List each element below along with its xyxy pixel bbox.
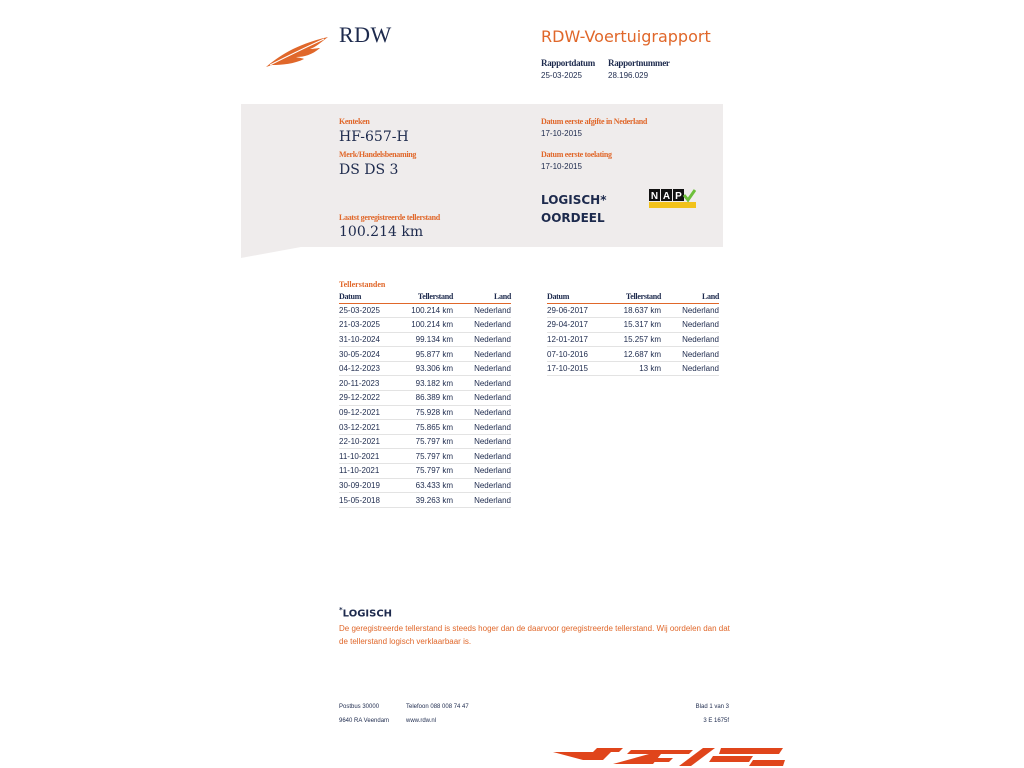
nap-letter-p: P — [675, 191, 682, 202]
reading-country: Nederland — [453, 332, 511, 347]
reading-country: Nederland — [453, 420, 511, 435]
readings-title: Tellerstanden — [339, 280, 386, 289]
footer-page-number: Blad 1 van 3 — [695, 704, 729, 710]
odometer-verdict — [541, 191, 607, 227]
reading-odometer: 75.797 km — [399, 464, 453, 479]
table-row — [547, 332, 719, 347]
footer-document-code: 3 E 1675f — [703, 718, 729, 724]
report-date-label: Rapportdatum — [541, 58, 595, 68]
reading-odometer: 95.877 km — [399, 347, 453, 362]
table-row — [547, 361, 719, 376]
col-country-header: Land — [453, 292, 511, 303]
reading-date: 09-12-2021 — [339, 405, 399, 420]
reading-country: Nederland — [453, 303, 511, 318]
reading-odometer: 93.306 km — [399, 361, 453, 376]
reading-odometer: 75.797 km — [399, 449, 453, 464]
reading-country: Nederland — [661, 347, 719, 362]
table-row — [339, 420, 511, 435]
reading-date: 04-12-2023 — [339, 361, 399, 376]
table-row — [339, 303, 511, 318]
footnote-title — [339, 606, 392, 619]
col-date-header: Datum — [547, 292, 607, 303]
col-odometer-header: Tellerstand — [607, 292, 661, 303]
report-number-label: Rapportnummer — [608, 58, 670, 68]
readings-table-right — [547, 292, 719, 376]
reading-date: 15-05-2018 — [339, 493, 399, 508]
table-row — [547, 303, 719, 318]
reading-country: Nederland — [661, 303, 719, 318]
reading-odometer: 15.257 km — [607, 332, 661, 347]
first-issue-nl-value: 17-10-2015 — [541, 129, 582, 138]
reading-date: 22-10-2021 — [339, 434, 399, 449]
table-row — [547, 347, 719, 362]
reading-odometer: 86.389 km — [399, 391, 453, 406]
reading-odometer: 15.317 km — [607, 318, 661, 333]
col-date-header: Datum — [339, 292, 399, 303]
col-odometer-header: Tellerstand — [399, 292, 453, 303]
table-row — [339, 493, 511, 508]
table-row — [339, 347, 511, 362]
plate-label: Kenteken — [339, 117, 370, 126]
table-row — [339, 391, 511, 406]
reading-date: 11-10-2021 — [339, 449, 399, 464]
table-row — [339, 478, 511, 493]
reading-country: Nederland — [661, 361, 719, 376]
reading-date: 12-01-2017 — [547, 332, 607, 347]
reading-country: Nederland — [453, 478, 511, 493]
footnote-title-text: LOGISCH — [342, 608, 393, 620]
reading-date: 29-12-2022 — [339, 391, 399, 406]
reading-country: Nederland — [453, 449, 511, 464]
table-row — [339, 361, 511, 376]
reading-date: 25-03-2025 — [339, 303, 399, 318]
reading-odometer: 39.263 km — [399, 493, 453, 508]
reading-country: Nederland — [453, 391, 511, 406]
reading-odometer: 100.214 km — [399, 303, 453, 318]
table-row — [339, 405, 511, 420]
verdict-line-1: LOGISCH* — [541, 193, 607, 207]
reading-country: Nederland — [661, 332, 719, 347]
rdw-stripes-decoration-icon — [553, 746, 785, 768]
report-title: RDW-Voertuigrapport — [541, 27, 711, 46]
reading-date: 30-09-2019 — [339, 478, 399, 493]
reading-country: Nederland — [661, 318, 719, 333]
rdw-feather-logo-icon — [264, 33, 330, 69]
reading-date: 17-10-2015 — [547, 361, 607, 376]
table-row — [339, 434, 511, 449]
reading-odometer: 75.865 km — [399, 420, 453, 435]
footnote-marker: * — [339, 606, 343, 614]
make-label: Merk/Handelsbenaming — [339, 150, 417, 159]
reading-country: Nederland — [453, 493, 511, 508]
make-value: DS DS 3 — [339, 162, 399, 178]
table-row — [339, 376, 511, 391]
reading-country: Nederland — [453, 347, 511, 362]
reading-country: Nederland — [453, 318, 511, 333]
nap-letter-a: A — [662, 191, 671, 202]
odometer-label: Laatst geregistreerde tellerstand — [339, 213, 440, 222]
reading-country: Nederland — [453, 376, 511, 391]
odometer-value: 100.214 km — [339, 224, 424, 240]
footer-address-line-1: Postbus 30000 — [339, 704, 380, 710]
reading-country: Nederland — [453, 434, 511, 449]
reading-odometer: 93.182 km — [399, 376, 453, 391]
footer-website[interactable]: www.rdw.nl — [406, 718, 437, 724]
table-row — [339, 332, 511, 347]
nap-logo-icon — [649, 189, 696, 208]
reading-odometer: 99.134 km — [399, 332, 453, 347]
brand-name: RDW — [339, 22, 392, 47]
col-country-header: Land — [661, 292, 719, 303]
reading-date: 21-03-2025 — [339, 318, 399, 333]
reading-odometer: 12.687 km — [607, 347, 661, 362]
first-admission-label: Datum eerste toelating — [541, 150, 612, 159]
reading-date: 20-11-2023 — [339, 376, 399, 391]
reading-odometer: 13 km — [607, 361, 661, 376]
reading-date: 31-10-2024 — [339, 332, 399, 347]
report-date: 25-03-2025 — [541, 71, 582, 80]
reading-country: Nederland — [453, 464, 511, 479]
reading-date: 03-12-2021 — [339, 420, 399, 435]
nap-letter-n: N — [650, 191, 659, 202]
first-issue-nl-label: Datum eerste afgifte in Nederland — [541, 117, 648, 126]
readings-table-left — [339, 292, 511, 508]
reading-date: 29-06-2017 — [547, 303, 607, 318]
first-admission-value: 17-10-2015 — [541, 162, 582, 171]
reading-date: 07-10-2016 — [547, 347, 607, 362]
reading-odometer: 18.637 km — [607, 303, 661, 318]
report-number: 28.196.029 — [608, 71, 649, 80]
reading-odometer: 63.433 km — [399, 478, 453, 493]
table-row — [339, 318, 511, 333]
footer-phone: Telefoon 088 008 74 47 — [406, 704, 469, 710]
footer-address-line-2: 9640 RA Veendam — [339, 718, 390, 724]
table-row — [339, 464, 511, 479]
footnote-text: De geregistreerde tellerstand is steeds hoger dan de daarvoor geregistreerde tellerstand. Wij oordelen dan dat de tellerstand logisch verklaarbaar is. — [339, 624, 730, 646]
reading-country: Nederland — [453, 361, 511, 376]
reading-odometer: 100.214 km — [399, 318, 453, 333]
plate-value: HF-657-H — [339, 129, 409, 145]
vehicle-summary-panel — [241, 104, 723, 247]
reading-date: 11-10-2021 — [339, 464, 399, 479]
reading-country: Nederland — [453, 405, 511, 420]
table-row — [339, 449, 511, 464]
table-row — [547, 318, 719, 333]
reading-date: 30-05-2024 — [339, 347, 399, 362]
panel-tail-decoration — [241, 247, 301, 258]
reading-date: 29-04-2017 — [547, 318, 607, 333]
reading-odometer: 75.797 km — [399, 434, 453, 449]
reading-odometer: 75.928 km — [399, 405, 453, 420]
verdict-line-2: OORDEEL — [541, 211, 605, 225]
